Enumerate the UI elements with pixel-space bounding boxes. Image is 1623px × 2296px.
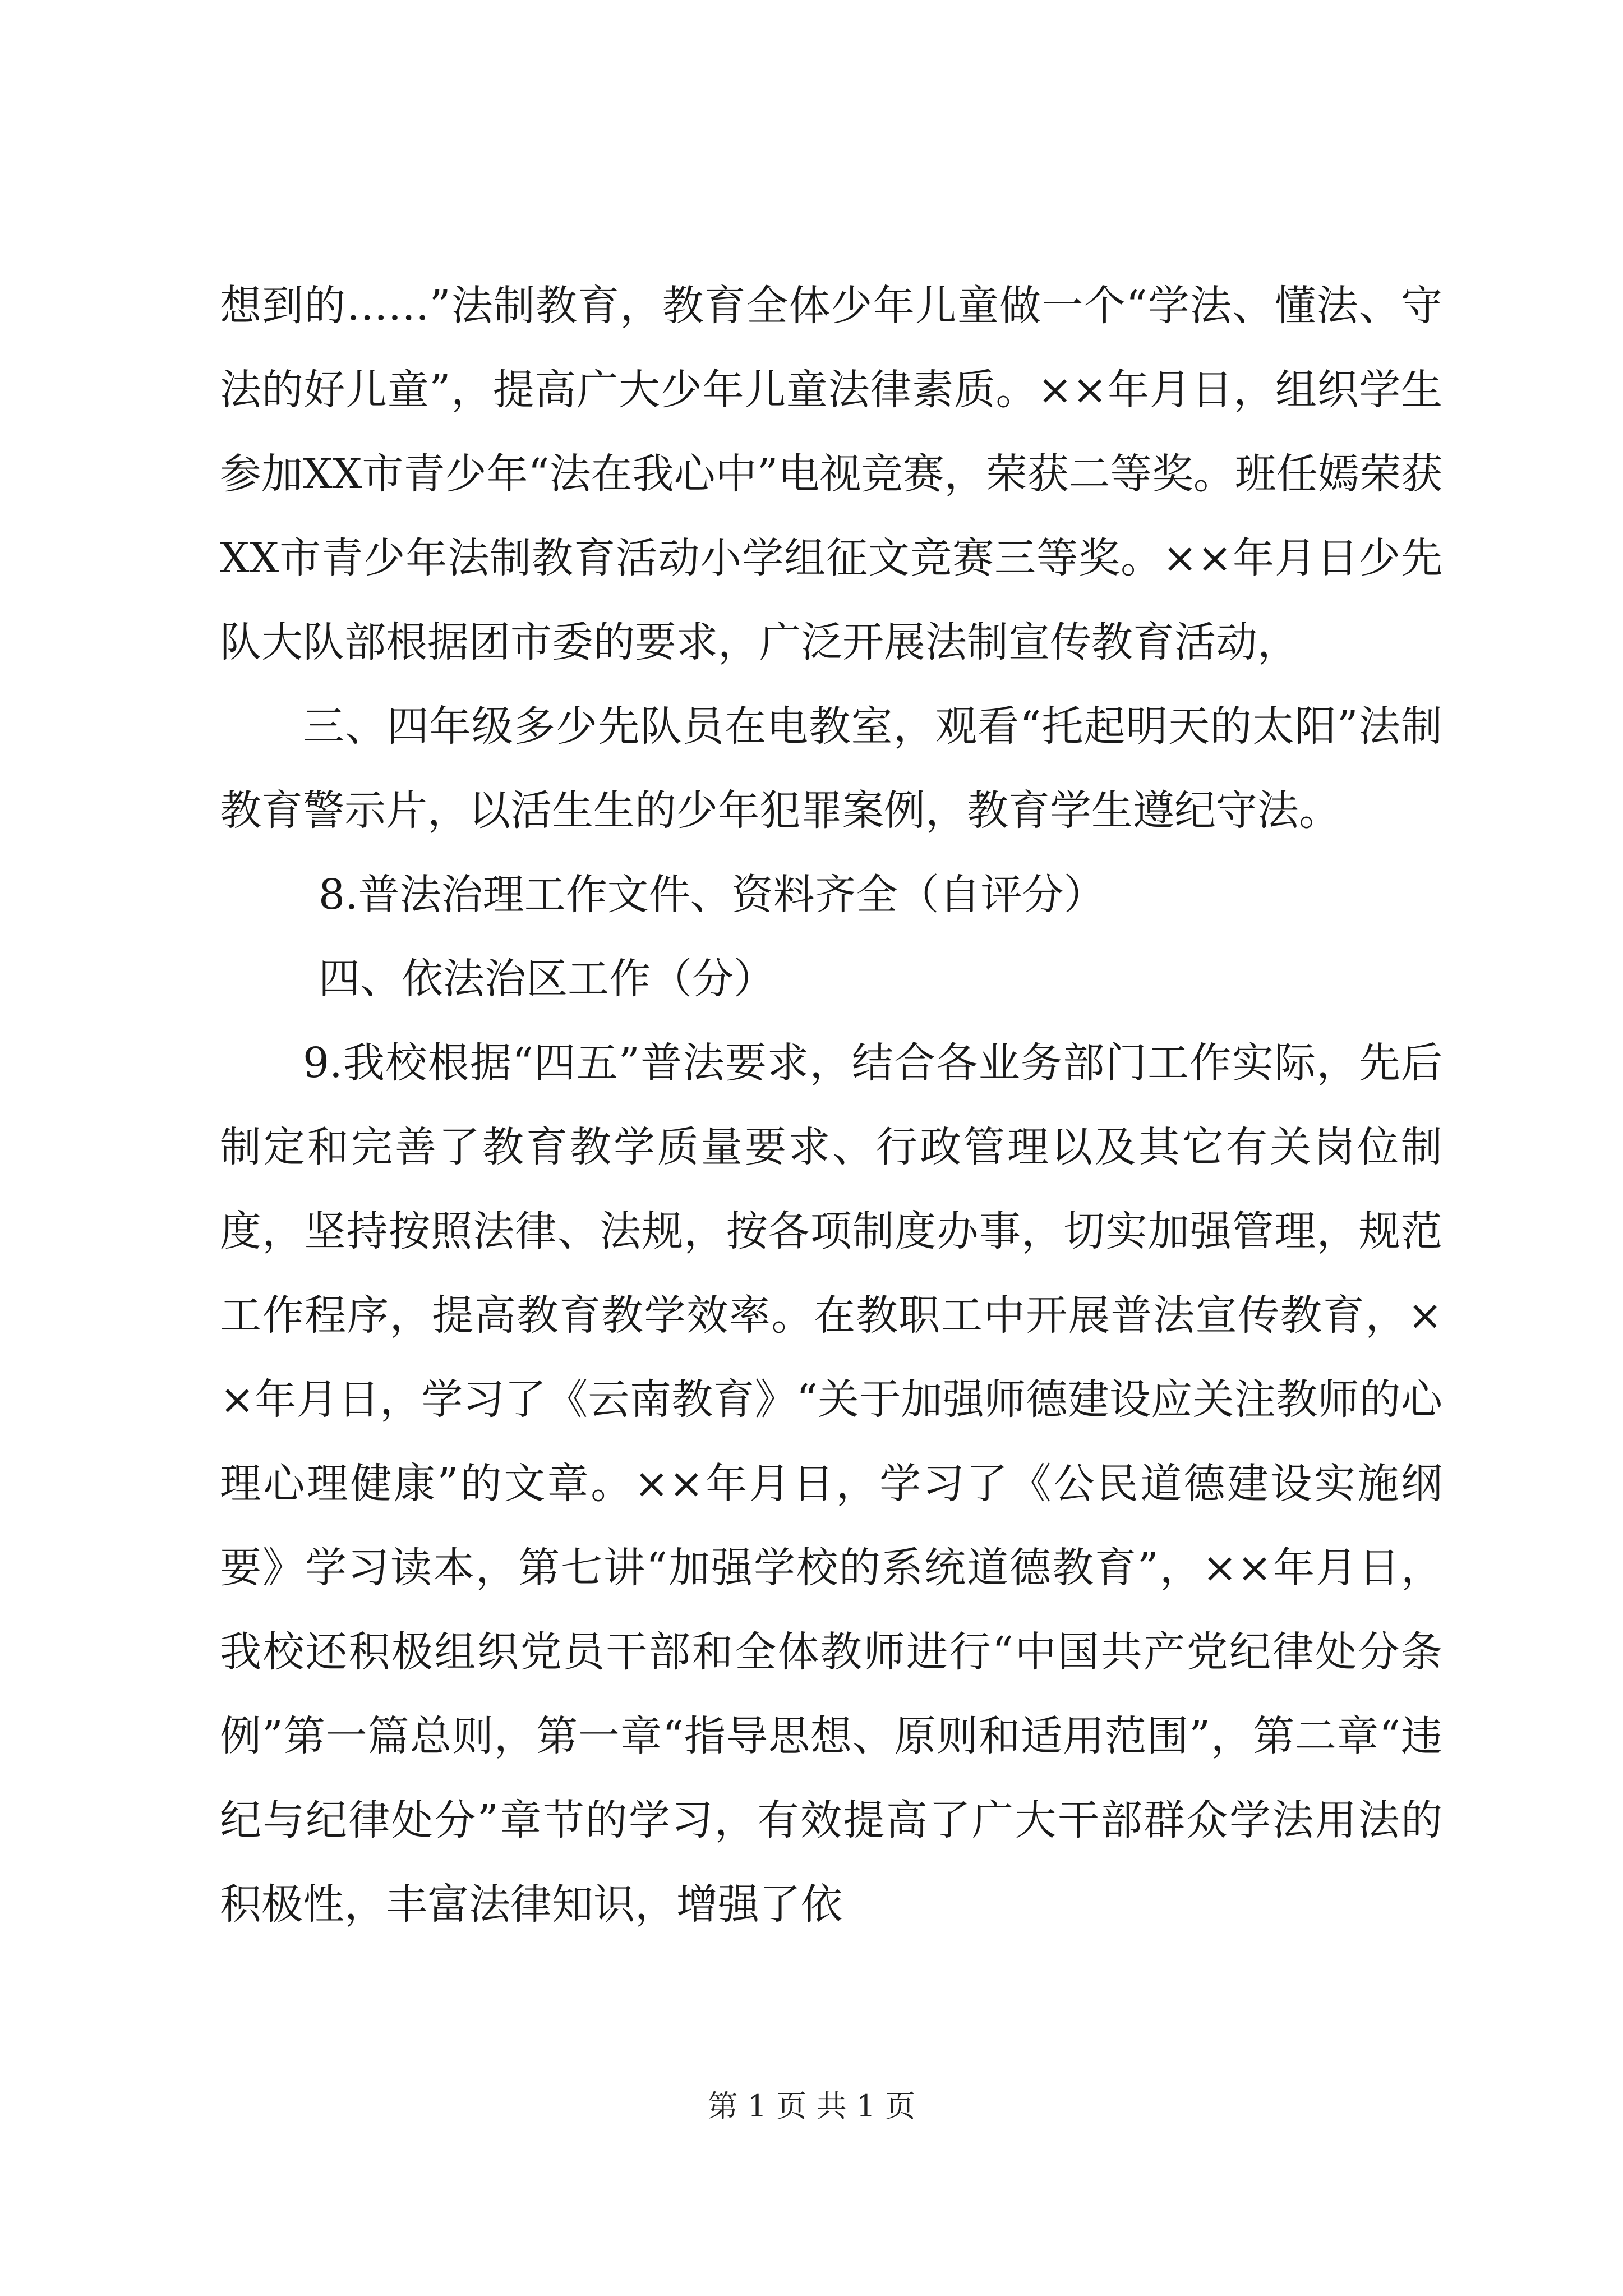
paragraph-continuation: 想到的……”法制教育，教育全体少年儿童做一个“学法、懂法、守法的好儿童”，提高广大少年儿童法律素质。××年月日，组织学生参加XX市青少年“法在我心中”电视竞赛，荣获二等奖。班任嫣荣获XX市青少年法制教育活动小学组征文竞赛三等奖。××年月日少先队大队部根据团市委的要求，广泛开展法制宣传教育活动， — [220, 282, 1442, 666]
document-body — [220, 264, 1442, 1947]
section-4-heading: 四、依法治区工作（分） — [319, 955, 775, 1003]
page-footer: 第 1 页 共 1 页 — [707, 2088, 916, 2124]
item-8-heading: 8.普法治理工作文件、资料齐全（自评分） — [319, 871, 1105, 919]
paragraph-item-9: 9.我校根据“四五”普法要求，结合各业务部门工作实际，先后制定和完善了教育教学质量要求、行政管理以及其它有关岗位制度，坚持按照法律、法规，按各项制度办事，切实加强管理，规范工作程序，提高教育教学效率。在教职工中开展普法宣传教育，××年月日，学习了《云南教育》“关于加强师德建设应关注教师的心理心理健康”的文章。××年月日，学习了《公民道德建设实施纲要》学习读本，第七讲“加强学校的系统道德教育”，××年月日，我校还积极组织党员干部和全体教师进行“中国共产党纪律处分条例”第一篇总则，第一章“指导思想、原则和适用范围”，第二章“违纪与纪律处分”章节的学习，有效提高了广大干部群众学法用法的积极性，丰富法律知识，增强了依 — [220, 1039, 1442, 1929]
paragraph-item-3: 三、四年级多少先队员在电教室，观看“托起明天的太阳”法制教育警示片，以活生生的少年犯罪案例，教育学生遵纪守法。 — [220, 702, 1442, 835]
